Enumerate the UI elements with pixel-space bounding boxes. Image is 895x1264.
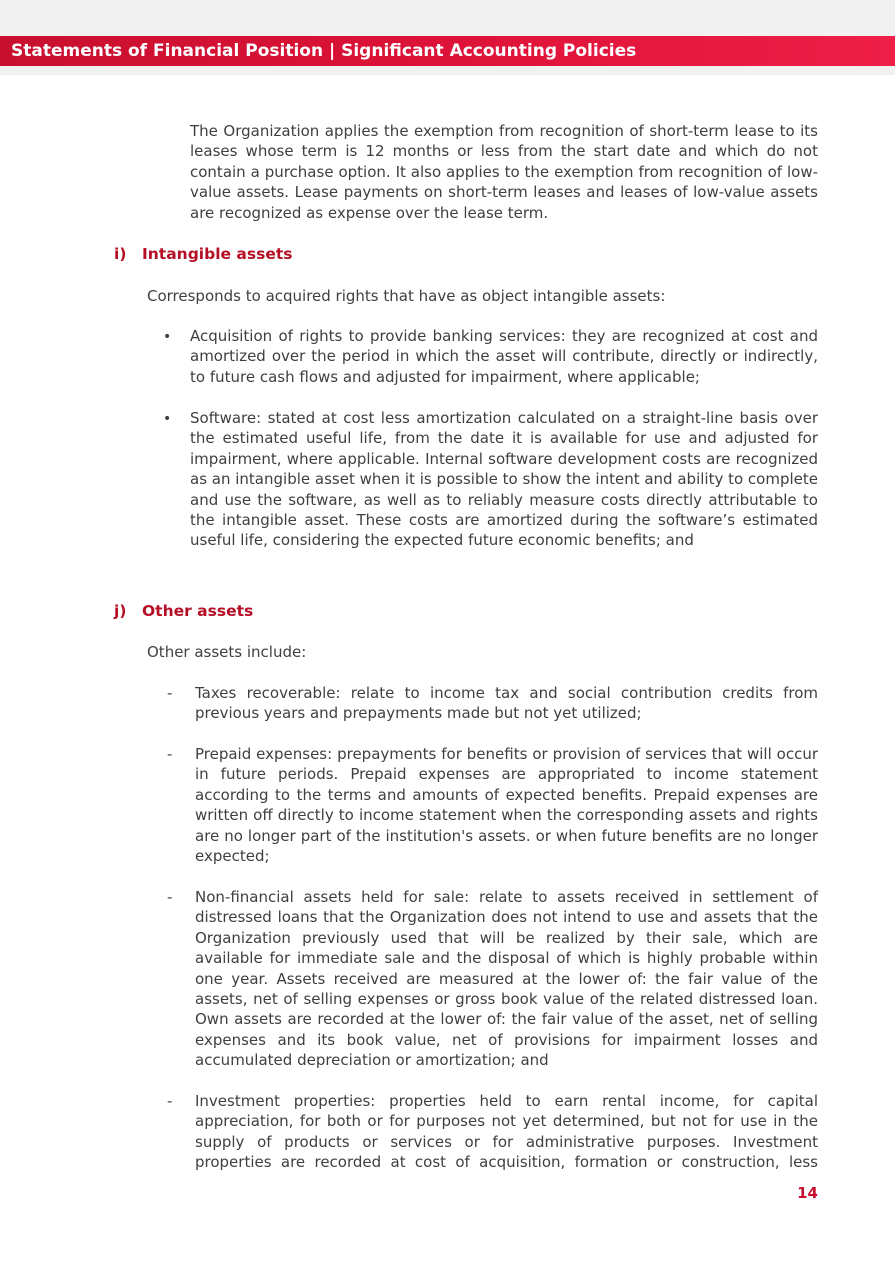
header-banner <box>0 36 895 66</box>
list-item: Non-financial assets held for sale: relate to assets received in settlement of distressed loans that the Organization does not intend to use and assets that the Organization previously used that will be realized by their sale, which are available for immediate sale and the disposal of which is highly probable within one year. Assets received are measured at the lower of: the fair value of the assets, net of selling expenses or gross book value of the related distressed loan. Own assets are recorded at the lower of: the fair value of the asset, net of selling expenses and its book value, net of provisions for impairment losses and accumulated depreciation or amortization; and <box>195 888 818 1070</box>
section-heading-intangible-assets <box>114 244 293 264</box>
intro-paragraph: The Organization applies the exemption from recognition of short-term lease to its leases whose term is 12 months or less from the start date and which do not contain a purchase option. It also applies to the exemption from recognition of low-value assets. Lease payments on short-term leases and leases of low-value assets are recognized as expense over the lease term. <box>190 122 818 222</box>
section-number: i) <box>114 245 127 263</box>
page-number: 14 <box>797 1184 818 1202</box>
bullet-marker: • <box>163 329 172 345</box>
top-margin-strip <box>0 0 895 36</box>
section-title: Intangible assets <box>142 245 293 263</box>
header-under-strip <box>0 66 895 75</box>
page-header-title: Statements of Financial Position | Significant Accounting Policies <box>11 41 637 61</box>
list-item: Prepaid expenses: prepayments for benefits or provision of services that will occur in future periods. Prepaid expenses are appropriated to income statement according to the terms and amounts of expected benefits. Prepaid expenses are written off directly to income statement when the corresponding assets and rights are no longer part of the institution's assets. or when future benefits are no longer expected; <box>195 745 818 866</box>
dash-marker: - <box>167 684 173 702</box>
dash-marker: - <box>167 888 173 906</box>
list-item: Acquisition of rights to provide banking services: they are recognized at cost and amortized over the period in which the asset will contribute, directly or indirectly, to future cash flows and adjusted for impairment, where applicable; <box>190 327 818 386</box>
list-item: Software: stated at cost less amortization calculated on a straight-line basis over the estimated useful life, from the date it is available for use and adjusted for impairment, where applicable. Internal software development costs are recognized as an intangible asset when it is possible to show the intent and ability to complete and use the software, as well as to reliably measure costs directly attributable to the intangible asset. These costs are amortized during the software’s estimated useful life, considering the expected future economic benefits; and <box>190 409 818 550</box>
list-item: Taxes recoverable: relate to income tax and social contribution credits from previous years and prepayments made but not yet utilized; <box>195 684 818 723</box>
bullet-marker: • <box>163 411 172 427</box>
section-title: Other assets <box>142 602 254 620</box>
dash-marker: - <box>167 745 173 763</box>
section-lead-text: Other assets include: <box>147 643 307 661</box>
section-number: j) <box>114 602 127 620</box>
list-item: Investment properties: properties held to earn rental income, for capital appreciation, for both or for purposes not yet determined, but not for use in the supply of products or services or for administrative purposes. Investment properties are recorded at cost of acquisition, formation or construction, less <box>195 1092 818 1172</box>
section-heading-other-assets <box>114 601 253 621</box>
section-lead-text: Corresponds to acquired rights that have as object intangible assets: <box>147 287 666 305</box>
dash-marker: - <box>167 1092 173 1110</box>
